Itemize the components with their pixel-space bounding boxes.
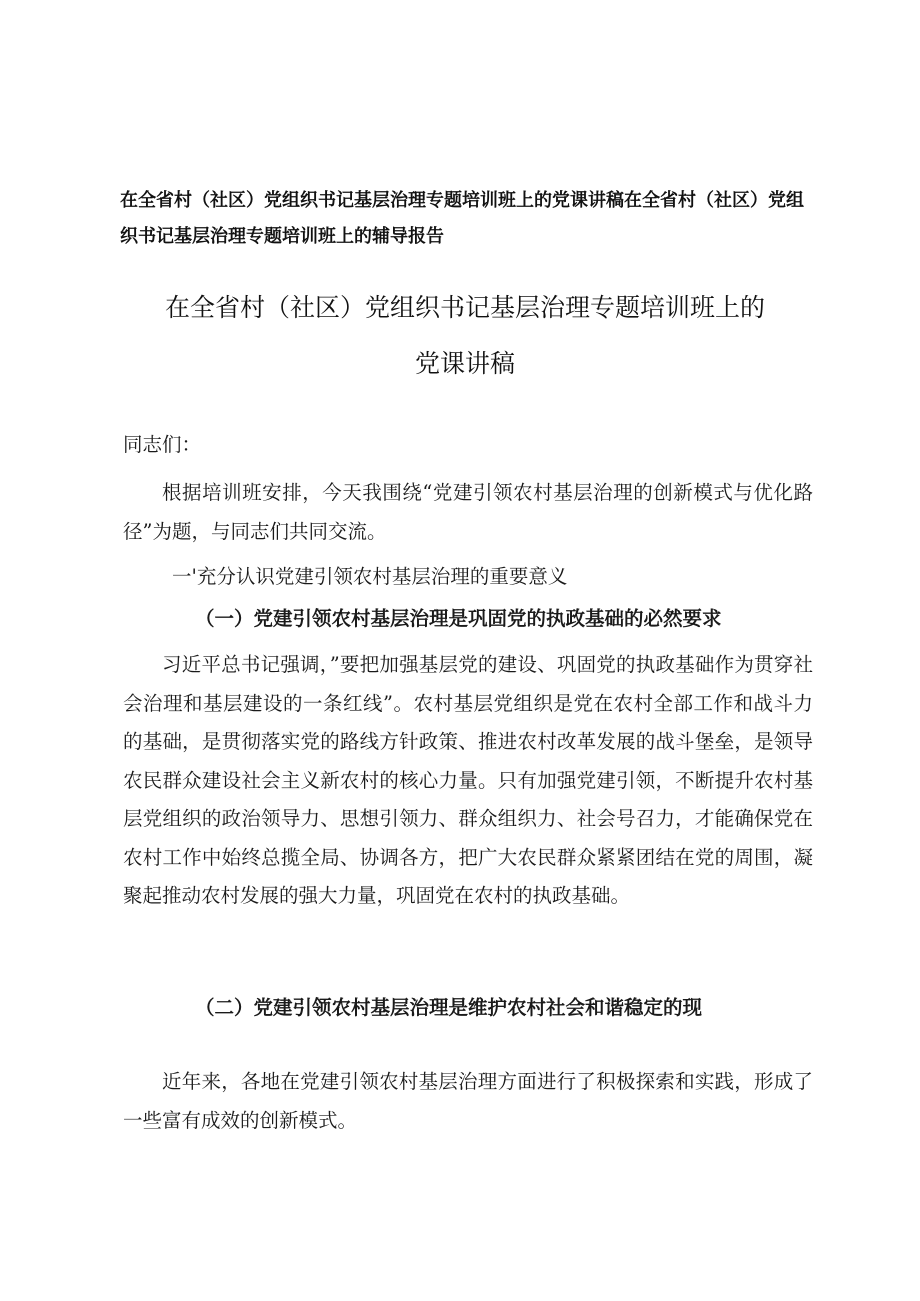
subsection-2-heading: （二）党建引领农村基层治理是维护农村社会和谐稳定的现 bbox=[195, 996, 703, 1019]
intro-paragraph: 根据培训班安排，今天我围绕“党建引领农村基层治理的创新模式与优化路径”为题，与同志们共同交流。 bbox=[123, 481, 813, 543]
document-header-title: 在全省村（社区）党组织书记基层治理专题培训班上的党课讲稿在全省村（社区）党组织书记基层治理专题培训班上的辅导报告 bbox=[120, 190, 804, 247]
main-title-line-1: 在全省村（社区）党组织书记基层治理专题培训班上的 bbox=[164, 293, 765, 322]
greeting: 同志们： bbox=[123, 433, 202, 456]
subsection-1-paragraph: 习近平总书记强调，”要把加强基层党的建设、巩固党的执政基础作为贯穿社会治理和基层建设的一条红线”。农村基层党组织是党在农村全部工作和战斗力的基础，是贯彻落实党的路线方针政策、推进农村改革发展的战斗堡垒，是领导农民群众建设社会主义新农村的核心力量。只有加强党建引领，不断提升农村基层党组织的政治领导力、思想引领力、群众组织力、社会号召力，才能确保党在农村工作中始终总揽全局、协调各方，把广大农民群众紧紧团结在党的周围，凝聚起推动农村发展的强大力量，巩固党在农村的执政基础。 bbox=[123, 653, 813, 907]
main-title bbox=[120, 280, 810, 392]
main-title-line-2: 党课讲稿 bbox=[414, 349, 515, 378]
section-1-heading: 一'充分认识党建引领农村基层治理的重要意义 bbox=[172, 565, 568, 588]
subsection-1-heading: （一）党建引领农村基层治理是巩固党的执政基础的必然要求 bbox=[195, 607, 722, 630]
closing-paragraph: 近年来，各地在党建引领农村基层治理方面进行了积极探索和实践，形成了一些富有成效的创新模式。 bbox=[123, 1070, 813, 1132]
